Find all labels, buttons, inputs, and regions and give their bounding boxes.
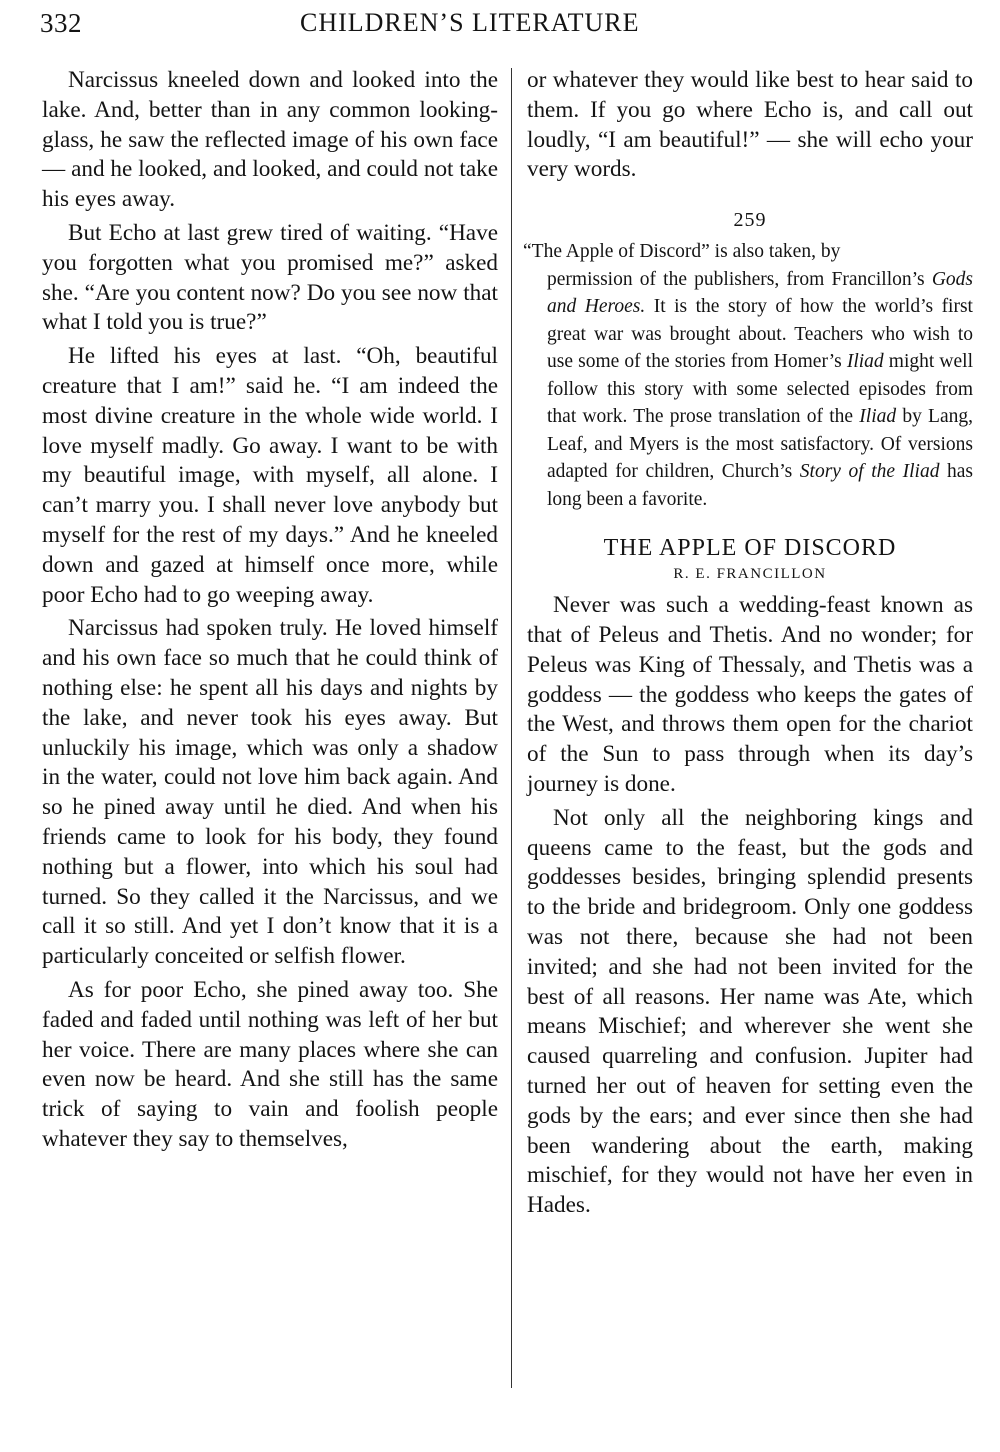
right-column <box>523 66 974 1225</box>
note-first-line: “The Apple of Discord” is also taken, by <box>523 241 841 263</box>
story-title: THE APPLE OF DISCORD <box>603 535 897 562</box>
running-head: CHILDREN’S LITERATURE <box>300 8 640 37</box>
paragraph: Never was such a wedding-feast known as that of Peleus and Thetis. And no wonder; for Peleus was King of Thessaly, and Thetis was a goddess — the goddess who keeps the gates of the West, and throws them open for the chariot of the Sun to pass through when its day’s journey is done. <box>527 592 973 797</box>
note-number: 259 <box>733 209 767 232</box>
paragraph: Not only all the neighboring kings and queens came to the feast, but the gods and goddesses besides, bringing splendid presents to the bride and bridegroom. Only one goddess was not there, because she had not been invited; and she had not been invited for the best of all reasons. Her name was Ate, which means Mischief; and wherever she went she caused quarreling and confusion. Jupiter had turned her out of heaven for setting even the gods by the ears; and ever since then she had been wandering about the earth, making mischief, for they would not have her even in Hades. <box>527 804 973 1219</box>
paragraph: But Echo at last grew tired of waiting. “Have you forgotten what you promised me?” asked she. “Are you content now? Do you see now that what I told you is true?” <box>42 219 498 336</box>
paragraph: Narcissus had spoken truly. He loved himself and his own face so much that he could think of nothing else: he spent all his days and nights by the lake, and never took his eyes away. But unluckily his image, which was only a shadow in the water, could not love him back again. And so he pined away until he died. And when his friends came to look for his body, they found nothing but a flower, into which his soul had turned. So they called it the Narcissus, and we call it so still. And yet I don’t know that it is a particularly conceited or selfish flower. <box>42 615 498 970</box>
paragraph: He lifted his eyes at last. “Oh, beautiful creature that I am!” said he. “I am indeed the most divine creature in the whole wide world. I love myself madly. Go away. I want to be with my beautiful image, with myself, all alone. I can’t marry you. I shall never love anybody but myself for the rest of my days.” And he kneeled down and gazed at himself once more, while poor Echo had to go weeping away. <box>42 343 498 608</box>
book-title: Iliad <box>859 406 897 428</box>
book-title: Gods and Heroes. <box>547 268 973 318</box>
book-title: Story of the Iliad <box>799 461 940 483</box>
book-title: Iliad <box>846 351 884 373</box>
story-author: R. E. FRANCILLON <box>673 566 827 583</box>
editorial-note <box>523 238 974 513</box>
page-number: 332 <box>40 8 82 38</box>
left-column <box>42 66 498 1159</box>
continuation-paragraph: or whatever they would like best to hear said to them. If you go where Echo is, and call out loudly, “I am beautiful!” — she will echo your very words. <box>527 67 973 183</box>
paragraph: Narcissus kneeled down and looked into the lake. And, better than in any common looking-glass, he saw the reflected image of his own face — and he looked, and looked, and could not take his eyes away. <box>42 67 498 213</box>
column-divider <box>511 68 512 1388</box>
paragraph: As for poor Echo, she pined away too. She faded and faded until nothing was left of her but her voice. There are many places where she can even now be heard. And she still has the same trick of saying to vain and foolish people whatever they say to themselves, <box>42 976 498 1152</box>
note-body: permission of the publishers, from Francillon’s Gods and Heroes. It is the story of how the world’s first great war was brought about. Teachers who wish to use some of the stories from Homer’s Iliad might well follow this story with some selected episodes from that work. The prose translation of the Iliad by Lang, Leaf, and Myers is the most satisfactory. Of versions adapted for children, Church’s Story of the Iliad has long been a favorite. <box>547 268 974 510</box>
